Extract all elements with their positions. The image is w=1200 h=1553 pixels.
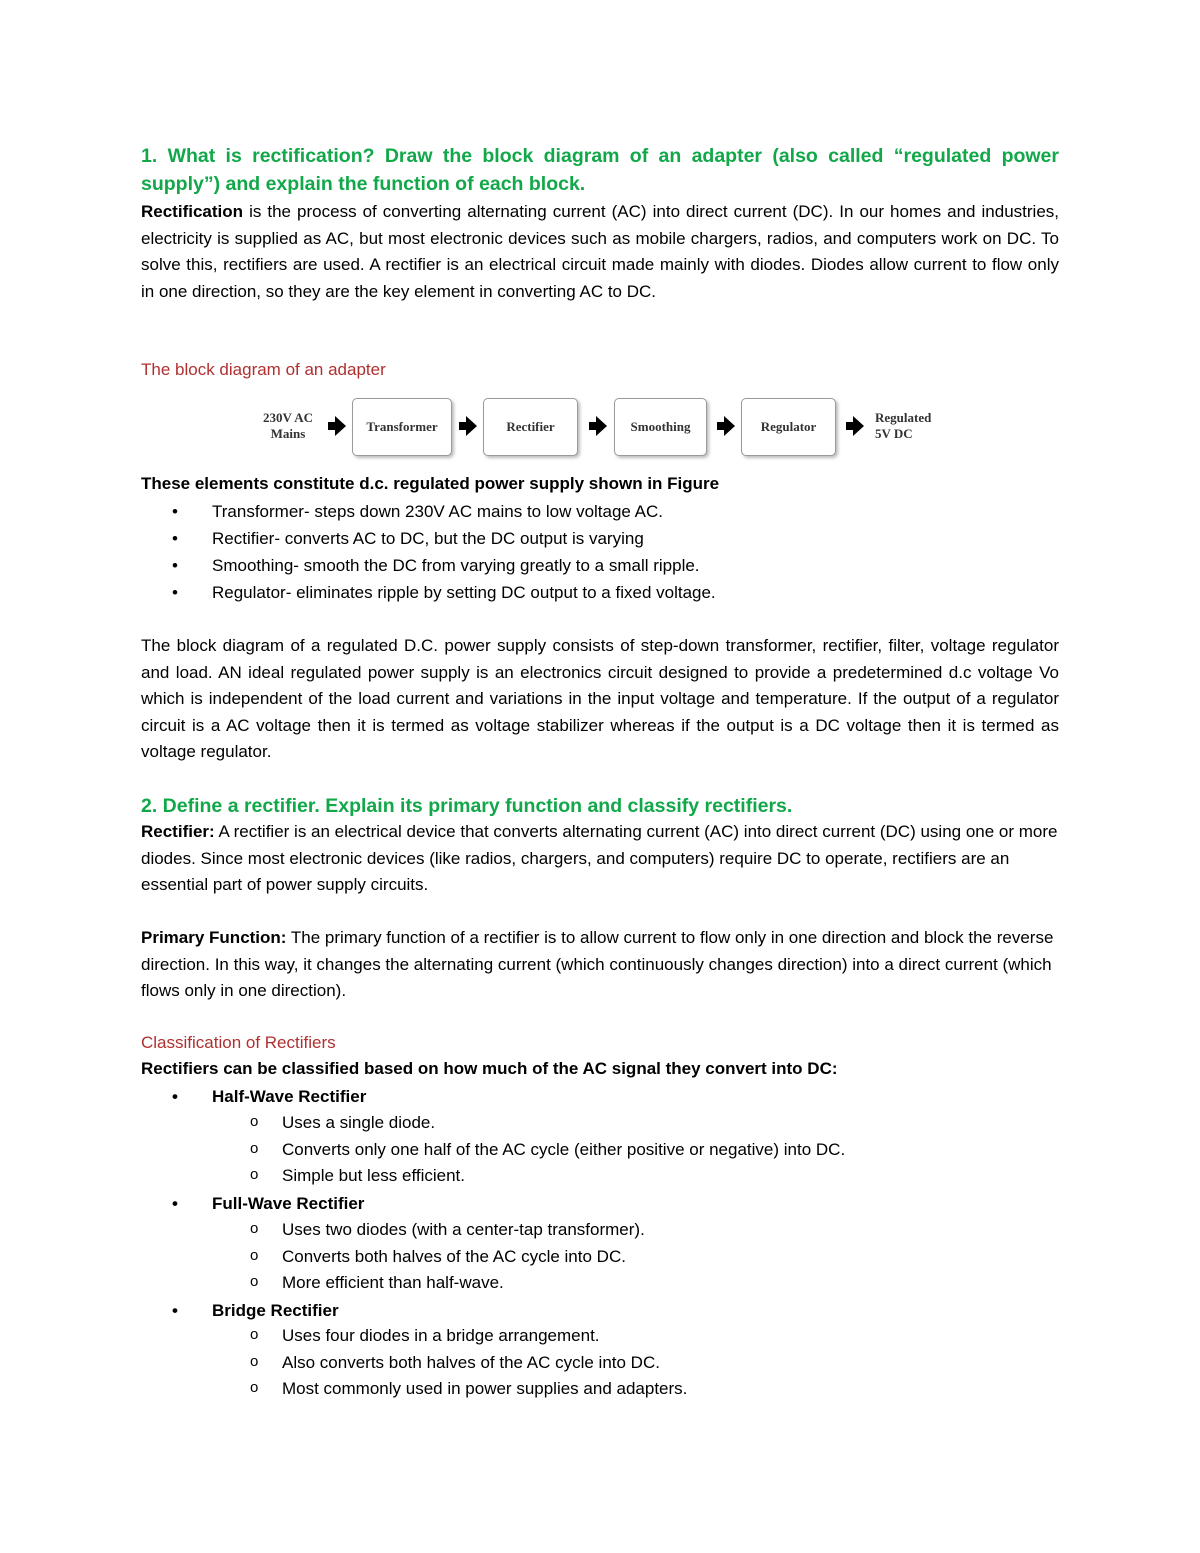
diagram-block-rectifier: Rectifier bbox=[483, 398, 578, 456]
q1-elements-title: These elements constitute d.c. regulated power supply shown in Figure bbox=[141, 474, 720, 493]
list-item: • Transformer- steps down 230V AC mains to low voltage AC. bbox=[141, 498, 716, 525]
list-item: o Converts only one half of the AC cycle (either positive or negative) into DC. bbox=[141, 1137, 845, 1164]
q1-summary-paragraph: The block diagram of a regulated D.C. power supply consists of step-down transformer, rectifier, filter, voltage regulator and load. AN ideal regulated power supply is an electronics circuit designed to provide a predetermined d.c voltage Vo which is independent of the load current and variations in the input voltage and temperature. If the output of a regulator circuit is a AC voltage then it is termed as voltage stabilizer whereas if the output is a DC voltage then it is termed as voltage regulator. bbox=[141, 636, 1059, 761]
diagram-input-line2: Mains bbox=[270, 426, 306, 441]
q2-func-text: The primary function of a rectifier is to allow current to flow only in one direction and block the reverse direction. In this way, it changes the alternating current (which continuously changes direction) into a direct current (which flows only in one direction). bbox=[141, 928, 1054, 1000]
list-item: • Half-Wave Rectifier bbox=[141, 1083, 366, 1110]
rectifier-types-list bbox=[141, 1190, 364, 1217]
list-item: o Converts both halves of the AC cycle into DC. bbox=[141, 1244, 645, 1271]
q1-elements-list bbox=[141, 498, 716, 606]
q2-classification-intro: Rectifiers can be classified based on how much of the AC signal they convert into DC: bbox=[141, 1059, 838, 1078]
q2-def-term: Rectifier: bbox=[141, 822, 215, 841]
rectifier-types-list bbox=[141, 1083, 366, 1110]
list-item: • Smoothing- smooth the DC from varying greatly to a small ripple. bbox=[141, 552, 716, 579]
diagram-output-line2: 5V DC bbox=[875, 426, 913, 441]
list-item: o Most commonly used in power supplies and adapters. bbox=[141, 1376, 687, 1403]
q2-definition-paragraph bbox=[141, 819, 1059, 899]
bridge-points bbox=[141, 1323, 687, 1403]
block-diagram bbox=[253, 396, 953, 456]
list-item: o Uses a single diode. bbox=[141, 1110, 845, 1137]
diagram-input-label bbox=[253, 410, 323, 442]
diagram-output-label bbox=[875, 410, 945, 442]
q2-def-text: A rectifier is an electrical device that converts alternating current (AC) into direct current (DC) using one or more diodes. Since most electronic devices (like radios, chargers, and computers) require DC to operate, rectifiers are an essential part of power supply circuits. bbox=[141, 822, 1058, 894]
diagram-output-line1: Regulated bbox=[875, 410, 932, 425]
list-item: o Uses two diodes (with a center-tap transformer). bbox=[141, 1217, 645, 1244]
half-wave-points bbox=[141, 1110, 845, 1190]
q1-diagram-title: The block diagram of an adapter bbox=[141, 360, 386, 379]
full-wave-points bbox=[141, 1217, 645, 1297]
list-item: • Regulator- eliminates ripple by setting DC output to a fixed voltage. bbox=[141, 579, 716, 606]
list-item: o More efficient than half-wave. bbox=[141, 1270, 645, 1297]
diagram-block-regulator: Regulator bbox=[741, 398, 836, 456]
q2-function-paragraph bbox=[141, 925, 1059, 1005]
q1-intro-paragraph bbox=[141, 199, 1059, 305]
list-item: • Full-Wave Rectifier bbox=[141, 1190, 364, 1217]
q2-func-term: Primary Function: bbox=[141, 928, 287, 947]
list-item: • Rectifier- converts AC to DC, but the DC output is varying bbox=[141, 525, 716, 552]
diagram-block-smoothing: Smoothing bbox=[614, 398, 707, 456]
q1-heading: 1. What is rectification? Draw the block diagram of an adapter (also called “regulated power supply”) and explain the function of each block. bbox=[141, 145, 1059, 195]
list-item: o Uses four diodes in a bridge arrangement. bbox=[141, 1323, 687, 1350]
rectifier-types-list bbox=[141, 1297, 339, 1324]
diagram-input-line1: 230V AC bbox=[263, 410, 313, 425]
q1-intro-text: is the process of converting alternating current (AC) into direct current (DC). In our homes and industries, electricity is supplied as AC, but most electronic devices such as mobile chargers, radios, and computers work on DC. To solve this, rectifiers are used. A rectifier is an electrical circuit made mainly with diodes. Diodes allow current to flow only in one direction, so they are the key element in converting AC to DC. bbox=[141, 202, 1059, 301]
list-item: • Bridge Rectifier bbox=[141, 1297, 339, 1324]
q1-intro-term: Rectification bbox=[141, 202, 244, 221]
q2-heading: 2. Define a rectifier. Explain its primary function and classify rectifiers. bbox=[141, 795, 793, 817]
list-item: o Simple but less efficient. bbox=[141, 1163, 845, 1190]
diagram-block-transformer: Transformer bbox=[352, 398, 452, 456]
list-item: o Also converts both halves of the AC cycle into DC. bbox=[141, 1350, 687, 1377]
q2-classification-title: Classification of Rectifiers bbox=[141, 1033, 336, 1052]
